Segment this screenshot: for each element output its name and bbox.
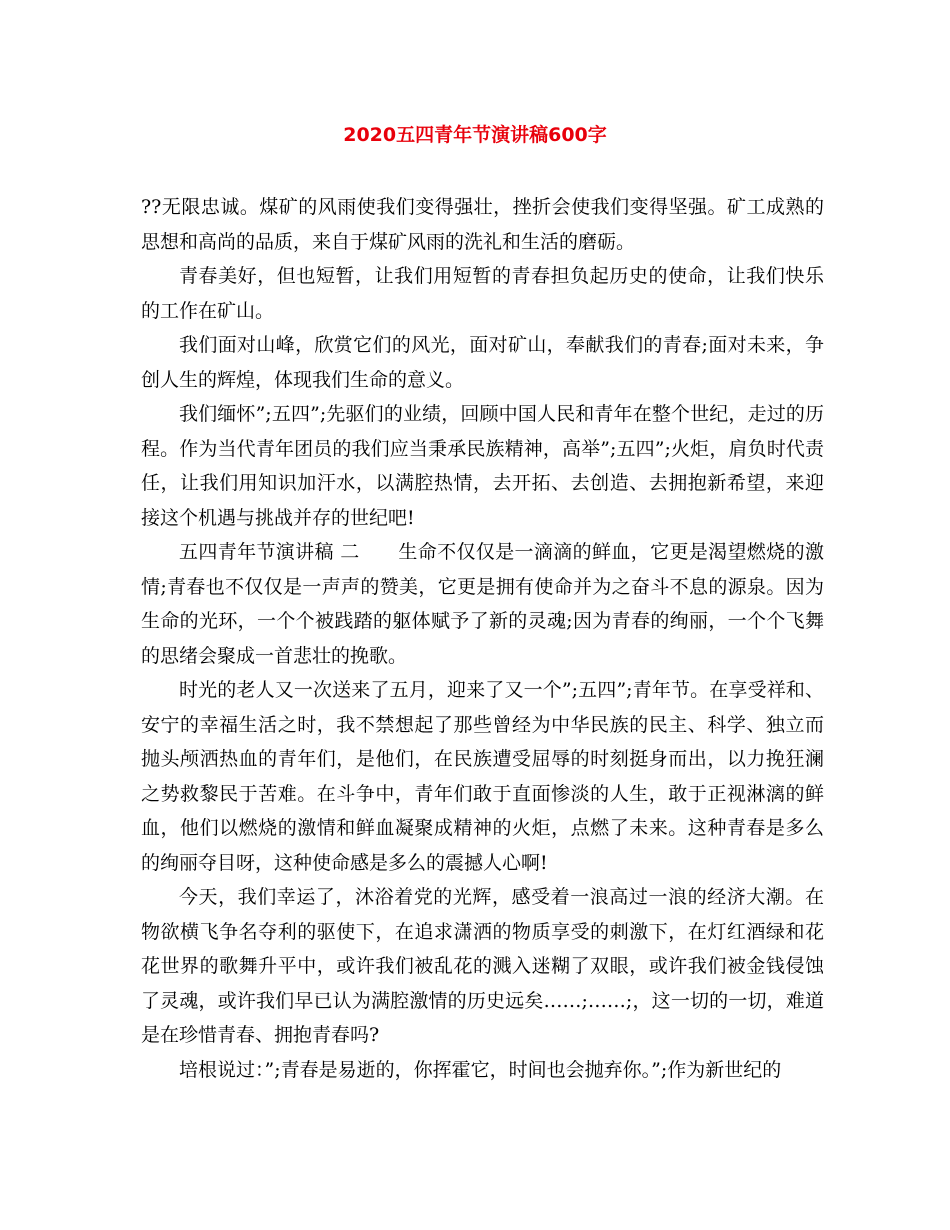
paragraph-2: 青春美好，但也短暂，让我们用短暂的青春担负起历史的使命，让我们快乐的工作在矿山。 [141,265,824,322]
paragraph-3: 我们面对山峰，欣赏它们的风光，面对矿山，奉献我们的青春;面对未来，争创人生的辉煌，体现我们生命的意义。 [141,334,824,391]
document-title: 2020五四青年节演讲稿600字 [343,124,607,146]
paragraph-4: 我们缅怀”;五四”;先驱们的业绩，回顾中国人民和青年在整个世纪，走过的历程。作为当代青年团员的我们应当秉承民族精神，高举”;五四”;火炬，肩负时代责任，让我们用知识加汗水，以满腔热情，去开拓、去创造、去拥抱新希望，来迎接这个机遇与挑战并存的世纪吧! [141,403,824,529]
paragraph-7: 今天，我们幸运了，沐浴着党的光辉，感受着一浪高过一浪的经济大潮。在物欲横飞争名夺利的驱使下，在追求潇洒的物质享受的刺激下，在灯红酒绿和花花世界的歌舞升平中，或许我们被乱花的溅入迷糊了双眼，或许我们被金钱侵蚀了灵魂，或许我们早已认为满腔激情的历史远矣……;……;，这一切的一切，难道是在珍惜青春、拥抱青春吗? [141,886,824,1046]
paragraph-8: 培根说过：”;青春是易逝的，你挥霍它，时间也会抛弃你。”;作为新世纪的 [179,1058,782,1081]
paragraph-1: ??无限忠诚。煤矿的风雨使我们变得强壮，挫折会使我们变得坚强。矿工成熟的思想和高尚的品质，来自于煤矿风雨的洗礼和生活的磨砺。 [141,196,824,253]
document-body [141,190,824,1087]
paragraph-5: 五四青年节演讲稿 二 生命不仅仅是一滴滴的鲜血，它更是渴望燃烧的激情;青春也不仅仅是一声声的赞美，它更是拥有使命并为之奋斗不息的源泉。因为生命的光环，一个个被践踏的躯体赋予了新的灵魂;因为青春的绚丽，一个个飞舞的思绪会聚成一首悲壮的挽歌。 [141,541,824,667]
paragraph-6: 时光的老人又一次送来了五月，迎来了又一个”;五四”;青年节。在享受祥和、安宁的幸福生活之时，我不禁想起了那些曾经为中华民族的民主、科学、独立而抛头颅洒热血的青年们，是他们，在民族遭受屈辱的时刻挺身而出，以力挽狂澜之势救黎民于苦难。在斗争中，青年们敢于直面惨淡的人生，敢于正视淋漓的鲜血，他们以燃烧的激情和鲜血凝聚成精神的火炬，点燃了未来。这种青春是多么的绚丽夺目呀，这种使命感是多么的震撼人心啊! [141,679,824,874]
